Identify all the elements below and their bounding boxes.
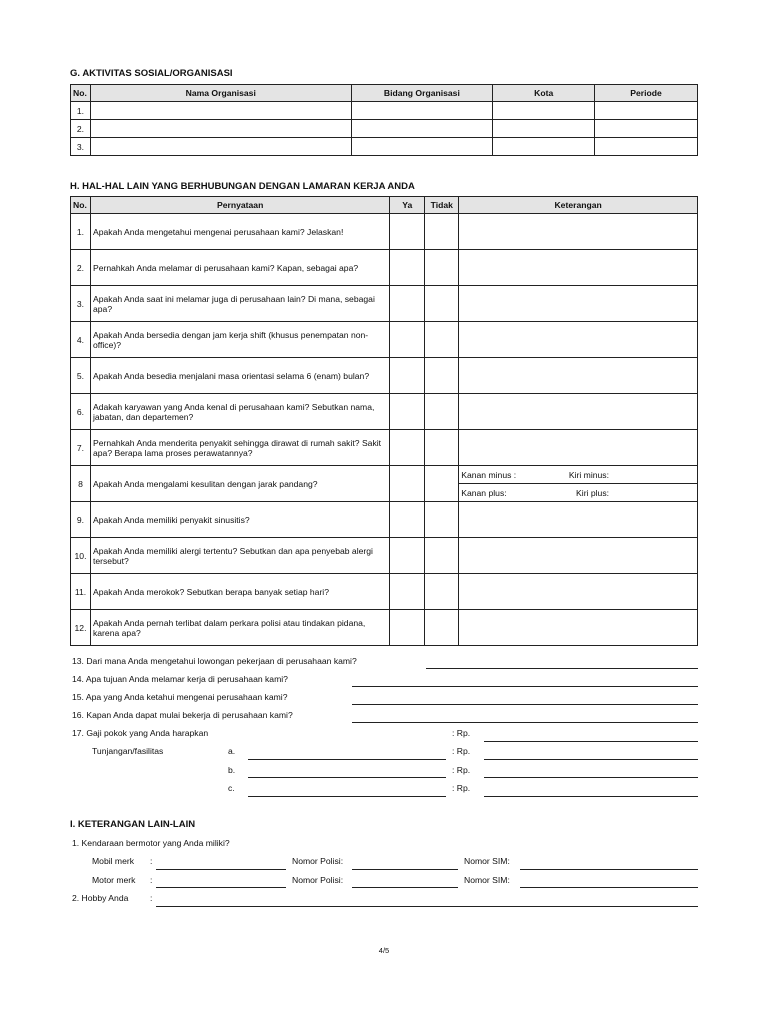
question-text: Pernahkah Anda menderita penyakit sehingga dirawat di rumah sakit? Sakit apa? Berapa lama proses perawatannya?	[90, 430, 389, 466]
question-number: 11.	[71, 574, 91, 610]
ya-cell[interactable]	[390, 358, 425, 394]
keterangan-cell[interactable]	[459, 322, 698, 358]
mobil-polisi-line[interactable]	[352, 869, 458, 870]
colon: :	[150, 893, 153, 903]
statement-table	[70, 196, 698, 646]
plus-cell[interactable]	[459, 484, 698, 502]
col-no: No.	[71, 197, 91, 214]
ya-cell[interactable]	[390, 466, 425, 502]
question-text: Apakah Anda saat ini melamar juga di perusahaan lain? Di mana, sebagai apa?	[90, 286, 389, 322]
table-row	[71, 322, 698, 358]
col-nama-organisasi: Nama Organisasi	[90, 85, 351, 102]
question-text: Apakah Anda mengetahui mengenai perusahaan kami? Jelaskan!	[90, 214, 389, 250]
keterangan-cell[interactable]	[459, 286, 698, 322]
ya-cell[interactable]	[390, 502, 425, 538]
col-no: No.	[71, 85, 91, 102]
question-14: 14. Apa tujuan Anda melamar kerja di perusahaan kami?	[72, 674, 288, 684]
tidak-cell[interactable]	[425, 538, 459, 574]
motor-merk-line[interactable]	[156, 887, 286, 888]
col-keterangan: Keterangan	[459, 197, 698, 214]
ya-cell[interactable]	[390, 538, 425, 574]
question-number: 10.	[71, 538, 91, 574]
page-number: 4/5	[378, 946, 390, 955]
nomor-polisi-label: Nomor Polisi:	[292, 875, 344, 885]
rp-b-line[interactable]	[484, 777, 698, 778]
input-cell[interactable]	[493, 138, 595, 156]
section-g-title: G. AKTIVITAS SOSIAL/ORGANISASI	[70, 68, 233, 79]
ya-cell[interactable]	[390, 394, 425, 430]
question-number: 1.	[71, 214, 91, 250]
tidak-cell[interactable]	[425, 250, 459, 286]
question-text: Apakah Anda memiliki penyakit sinusitis?	[90, 502, 389, 538]
question-text: Apakah Anda pernah terlibat dalam perkara polisi atau tindakan pidana, karena apa?	[90, 610, 389, 646]
rp-c-line[interactable]	[484, 796, 698, 797]
table-row	[71, 286, 698, 322]
question-hobby: 2. Hobby Anda	[72, 893, 129, 903]
ya-cell[interactable]	[390, 610, 425, 646]
keterangan-cell[interactable]	[459, 538, 698, 574]
table-row	[71, 138, 698, 156]
col-ya: Ya	[390, 197, 425, 214]
tidak-cell[interactable]	[425, 358, 459, 394]
question-vehicle: 1. Kendaraan bermotor yang Anda miliki?	[72, 838, 230, 848]
tidak-cell[interactable]	[425, 394, 459, 430]
tidak-cell[interactable]	[425, 610, 459, 646]
question-number: 6.	[71, 394, 91, 430]
motor-sim-line[interactable]	[520, 887, 698, 888]
table-row	[71, 250, 698, 286]
input-cell[interactable]	[351, 120, 493, 138]
motor-label: Motor merk	[92, 875, 136, 885]
rp-label: : Rp.	[452, 746, 471, 756]
tidak-cell[interactable]	[425, 214, 459, 250]
table-row	[71, 214, 698, 250]
nomor-polisi-label: Nomor Polisi:	[292, 856, 344, 866]
table-row	[71, 102, 698, 120]
tidak-cell[interactable]	[425, 502, 459, 538]
question-text: Apakah Anda merokok? Sebutkan berapa banyak setiap hari?	[90, 574, 389, 610]
input-cell[interactable]	[90, 138, 351, 156]
keterangan-cell[interactable]	[459, 574, 698, 610]
kanan-minus-label: Kanan minus :	[461, 469, 517, 480]
question-text: Adakah karyawan yang Anda kenal di perusahaan kami? Sebutkan nama, jabatan, dan departemen?	[90, 394, 389, 430]
tidak-cell[interactable]	[425, 574, 459, 610]
ya-cell[interactable]	[390, 322, 425, 358]
answer-15-line[interactable]	[352, 704, 698, 705]
question-number: 5.	[71, 358, 91, 394]
question-number: 2.	[71, 250, 91, 286]
input-cell[interactable]	[493, 120, 595, 138]
input-cell[interactable]	[90, 120, 351, 138]
table-row	[71, 358, 698, 394]
mobil-sim-line[interactable]	[520, 869, 698, 870]
ya-cell[interactable]	[390, 214, 425, 250]
question-text: Apakah Anda memiliki alergi tertentu? Sebutkan dan apa penyebab alergi tersebut?	[90, 538, 389, 574]
table-row	[71, 610, 698, 646]
keterangan-cell[interactable]	[459, 250, 698, 286]
question-number: 3.	[71, 286, 91, 322]
row-number: 1.	[71, 102, 91, 120]
question-16: 16. Kapan Anda dapat mulai bekerja di perusahaan kami?	[72, 710, 293, 720]
input-cell[interactable]	[493, 102, 595, 120]
question-text: Apakah Anda mengalami kesulitan dengan jarak pandang?	[90, 466, 389, 502]
question-text: Apakah Anda besedia menjalani masa orientasi selama 6 (enam) bulan?	[90, 358, 389, 394]
table-row	[71, 574, 698, 610]
rp-label: : Rp.	[452, 783, 471, 793]
question-number: 9.	[71, 502, 91, 538]
item-b: b.	[228, 765, 236, 775]
hobby-line[interactable]	[156, 906, 698, 907]
kanan-plus-label: Kanan plus:	[461, 487, 507, 498]
table-row	[71, 430, 698, 466]
col-bidang-organisasi: Bidang Organisasi	[351, 85, 493, 102]
tidak-cell[interactable]	[425, 430, 459, 466]
keterangan-cell[interactable]	[459, 502, 698, 538]
question-text: Apakah Anda bersedia dengan jam kerja shift (khusus penempatan non-office)?	[90, 322, 389, 358]
tidak-cell[interactable]	[425, 466, 459, 502]
mobil-merk-line[interactable]	[156, 869, 286, 870]
col-periode: Periode	[595, 85, 698, 102]
answer-13-line[interactable]	[426, 668, 698, 669]
rp-label: : Rp.	[452, 728, 471, 738]
ya-cell[interactable]	[390, 430, 425, 466]
tidak-cell[interactable]	[425, 322, 459, 358]
question-text: Pernahkah Anda melamar di perusahaan kami? Kapan, sebagai apa?	[90, 250, 389, 286]
mobil-label: Mobil merk	[92, 856, 135, 866]
minus-cell[interactable]	[459, 466, 698, 484]
nomor-sim-label: Nomor SIM:	[464, 875, 510, 885]
answer-16-line[interactable]	[352, 722, 698, 723]
kiri-plus-label: Kiri plus:	[576, 487, 609, 498]
question-number: 12.	[71, 610, 91, 646]
question-15: 15. Apa yang Anda ketahui mengenai perusahaan kami?	[72, 692, 288, 702]
rp-label: : Rp.	[452, 765, 471, 775]
row-number: 2.	[71, 120, 91, 138]
colon: :	[150, 875, 153, 885]
ya-cell[interactable]	[390, 574, 425, 610]
input-cell[interactable]	[351, 102, 493, 120]
colon: :	[150, 856, 153, 866]
kiri-minus-label: Kiri minus:	[568, 469, 609, 480]
keterangan-cell[interactable]	[459, 394, 698, 430]
col-kota: Kota	[493, 85, 595, 102]
question-13: 13. Dari mana Anda mengetahui lowongan pekerjaan di perusahaan kami?	[72, 656, 357, 666]
item-a-line[interactable]	[248, 759, 446, 760]
salary-line[interactable]	[484, 741, 698, 742]
input-cell[interactable]	[595, 138, 698, 156]
item-a: a.	[228, 746, 236, 756]
motor-polisi-line[interactable]	[352, 887, 458, 888]
input-cell[interactable]	[595, 120, 698, 138]
col-pernyataan: Pernyataan	[90, 197, 389, 214]
keterangan-cell[interactable]	[459, 358, 698, 394]
table-row	[71, 120, 698, 138]
question-17: 17. Gaji pokok yang Anda harapkan	[72, 728, 209, 738]
table-row	[71, 466, 698, 484]
section-i-title: I. KETERANGAN LAIN-LAIN	[70, 819, 196, 830]
input-cell[interactable]	[595, 102, 698, 120]
organization-table	[70, 84, 698, 156]
table-row	[71, 394, 698, 430]
row-number: 3.	[71, 138, 91, 156]
input-cell[interactable]	[351, 138, 493, 156]
nomor-sim-label: Nomor SIM:	[464, 856, 510, 866]
item-b-line[interactable]	[248, 777, 446, 778]
input-cell[interactable]	[90, 102, 351, 120]
keterangan-cell[interactable]	[459, 214, 698, 250]
ya-cell[interactable]	[390, 250, 425, 286]
question-number: 8	[71, 466, 91, 502]
question-number: 7.	[71, 430, 91, 466]
table-row	[71, 502, 698, 538]
tidak-cell[interactable]	[425, 286, 459, 322]
col-tidak: Tidak	[425, 197, 459, 214]
answer-14-line[interactable]	[352, 686, 698, 687]
table-row	[71, 538, 698, 574]
keterangan-cell[interactable]	[459, 430, 698, 466]
rp-a-line[interactable]	[484, 759, 698, 760]
question-number: 4.	[71, 322, 91, 358]
ya-cell[interactable]	[390, 286, 425, 322]
item-c: c.	[228, 783, 235, 793]
keterangan-cell[interactable]	[459, 610, 698, 646]
item-c-line[interactable]	[248, 796, 446, 797]
tunjangan-label: Tunjangan/fasilitas	[92, 746, 164, 756]
section-h-title: H. HAL-HAL LAIN YANG BERHUBUNGAN DENGAN LAMARAN KERJA ANDA	[70, 181, 415, 192]
